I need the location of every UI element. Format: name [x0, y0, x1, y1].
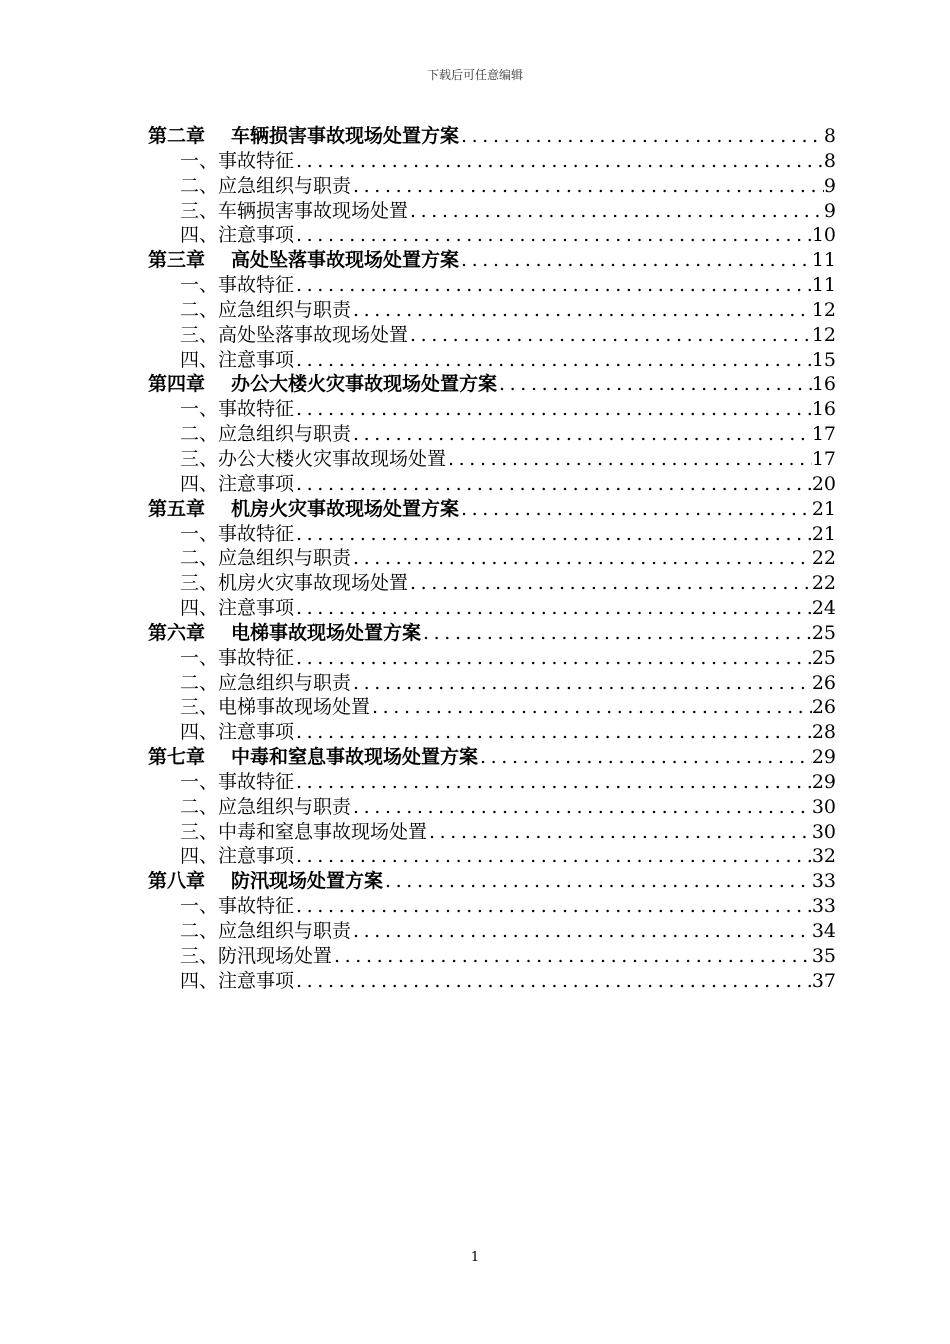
toc-section-entry[interactable]	[148, 795, 836, 820]
section-title: 应急组织与职责	[218, 547, 352, 570]
toc-chapter-entry[interactable]	[148, 745, 836, 770]
dot-leader	[408, 199, 824, 224]
table-of-contents	[148, 124, 836, 994]
dot-leader	[421, 621, 812, 646]
toc-section-entry[interactable]	[148, 770, 836, 795]
toc-page-number: 30	[811, 820, 836, 843]
toc-page-number: 35	[811, 944, 836, 967]
section-title: 注意事项	[218, 969, 295, 992]
section-title: 车辆损害事故现场处置	[218, 199, 409, 222]
toc-page-number: 25	[811, 646, 836, 669]
toc-section-entry[interactable]	[148, 522, 836, 547]
section-number: 二、	[180, 423, 219, 446]
toc-page-number: 21	[811, 497, 836, 520]
section-title: 注意事项	[218, 845, 295, 868]
section-title: 注意事项	[218, 597, 295, 620]
section-title: 办公大楼火灾事故现场处置	[218, 447, 447, 470]
section-number: 四、	[180, 224, 219, 247]
dot-leader	[294, 720, 812, 745]
section-title: 注意事项	[218, 348, 295, 371]
section-title: 事故特征	[218, 895, 295, 918]
toc-page-number: 33	[811, 870, 836, 893]
section-number: 二、	[180, 671, 219, 694]
section-number: 三、	[180, 199, 219, 222]
toc-section-entry[interactable]	[148, 844, 836, 869]
chapter-title: 中毒和窒息事故现场处置方案	[231, 746, 479, 769]
page-number: 1	[470, 1250, 480, 1265]
toc-section-entry[interactable]	[148, 422, 836, 447]
section-number: 三、	[180, 696, 219, 719]
section-number: 四、	[180, 472, 219, 495]
section-number: 三、	[180, 572, 219, 595]
toc-section-entry[interactable]	[148, 919, 836, 944]
toc-page-number: 16	[811, 373, 836, 396]
toc-page-number: 9	[823, 174, 836, 197]
section-number: 一、	[180, 646, 219, 669]
section-title: 应急组织与职责	[218, 298, 352, 321]
dot-leader	[351, 174, 824, 199]
dot-leader	[294, 844, 812, 869]
toc-page-number: 11	[811, 274, 836, 297]
section-title: 机房火灾事故现场处置	[218, 572, 409, 595]
toc-page-number: 37	[811, 969, 836, 992]
section-title: 应急组织与职责	[218, 795, 352, 818]
chapter-number: 第五章	[148, 497, 206, 520]
section-title: 注意事项	[218, 224, 295, 247]
section-title: 应急组织与职责	[218, 174, 352, 197]
dot-leader	[294, 522, 812, 547]
toc-section-entry[interactable]	[148, 646, 836, 671]
dot-leader	[332, 944, 812, 969]
section-number: 四、	[180, 597, 219, 620]
section-number: 二、	[180, 795, 219, 818]
section-number: 二、	[180, 920, 219, 942]
toc-section-entry[interactable]	[148, 149, 836, 174]
section-number: 三、	[180, 820, 219, 843]
section-number: 三、	[180, 944, 219, 967]
dot-leader	[478, 745, 812, 770]
toc-page-number: 34	[811, 920, 836, 942]
dot-leader	[294, 596, 812, 621]
toc-chapter-entry[interactable]	[148, 869, 836, 894]
dot-leader	[459, 124, 824, 149]
section-title: 电梯事故现场处置	[218, 696, 371, 719]
chapter-number: 第四章	[148, 373, 206, 396]
dot-leader	[459, 497, 812, 522]
section-title: 应急组织与职责	[218, 671, 352, 694]
section-title: 事故特征	[218, 646, 295, 669]
chapter-number: 第三章	[148, 249, 206, 272]
dot-leader	[446, 447, 812, 472]
toc-page-number: 17	[811, 447, 836, 470]
dot-leader	[351, 422, 812, 447]
section-number: 一、	[180, 770, 219, 793]
toc-page-number: 8	[823, 149, 836, 172]
toc-section-entry[interactable]	[148, 571, 836, 596]
toc-section-entry[interactable]	[148, 894, 836, 919]
toc-section-entry[interactable]	[148, 671, 836, 696]
toc-chapter-entry[interactable]	[148, 621, 836, 646]
section-title: 防汛现场处置	[218, 944, 333, 967]
toc-page-number: 29	[811, 770, 836, 793]
section-number: 四、	[180, 969, 219, 992]
toc-section-entry[interactable]	[148, 969, 836, 994]
dot-leader	[497, 372, 812, 397]
toc-section-entry[interactable]	[148, 472, 836, 497]
section-title: 事故特征	[218, 149, 295, 172]
section-number: 一、	[180, 522, 219, 545]
toc-page-number: 15	[811, 348, 836, 371]
toc-page-number: 12	[811, 298, 836, 321]
chapter-title: 防汛现场处置方案	[231, 870, 384, 893]
section-number: 四、	[180, 348, 219, 371]
section-number: 一、	[180, 398, 219, 421]
section-title: 注意事项	[218, 472, 295, 495]
section-number: 四、	[180, 845, 219, 868]
chapter-title: 电梯事故现场处置方案	[231, 621, 422, 644]
section-number: 一、	[180, 149, 219, 172]
section-number: 三、	[180, 323, 219, 346]
chapter-title: 办公大楼火灾事故现场处置方案	[231, 373, 498, 396]
section-title: 中毒和窒息事故现场处置	[218, 820, 428, 843]
toc-page-number: 11	[811, 249, 836, 272]
dot-leader	[427, 820, 812, 845]
toc-section-entry[interactable]	[148, 596, 836, 621]
dot-leader	[294, 223, 812, 248]
toc-page-number: 20	[811, 472, 836, 495]
dot-leader	[370, 695, 812, 720]
section-number: 一、	[180, 895, 219, 918]
dot-leader	[351, 298, 812, 323]
toc-page-number: 30	[811, 795, 836, 818]
toc-page-number: 26	[811, 671, 836, 694]
toc-chapter-entry[interactable]	[148, 124, 836, 149]
dot-leader	[294, 273, 812, 298]
toc-page-number: 24	[811, 597, 836, 620]
dot-leader	[294, 770, 812, 795]
toc-page-number: 12	[811, 323, 836, 346]
dot-leader	[383, 869, 812, 894]
section-number: 一、	[180, 274, 219, 297]
toc-section-entry[interactable]	[148, 348, 836, 373]
toc-page-number: 22	[811, 572, 836, 595]
dot-leader	[294, 397, 812, 422]
toc-page-number: 28	[811, 721, 836, 744]
dot-leader	[351, 546, 812, 571]
toc-section-entry[interactable]	[148, 720, 836, 745]
toc-page-number: 32	[811, 845, 836, 868]
dot-leader	[294, 348, 812, 373]
chapter-title: 高处坠落事故现场处置方案	[231, 249, 460, 272]
chapter-number: 第六章	[148, 621, 206, 644]
dot-leader	[408, 323, 812, 348]
toc-section-entry[interactable]	[148, 447, 836, 472]
dot-leader	[459, 248, 812, 273]
toc-section-entry[interactable]	[148, 820, 836, 845]
toc-page-number: 25	[811, 621, 836, 644]
toc-page-number: 17	[811, 423, 836, 446]
dot-leader	[351, 671, 812, 696]
toc-page-number: 26	[811, 696, 836, 719]
chapter-number: 第二章	[148, 125, 206, 147]
section-title: 应急组织与职责	[218, 423, 352, 446]
toc-section-entry[interactable]	[148, 546, 836, 571]
dot-leader	[351, 919, 812, 944]
toc-page-number: 8	[823, 125, 836, 147]
toc-section-entry[interactable]	[148, 944, 836, 969]
chapter-title: 机房火灾事故现场处置方案	[231, 497, 460, 520]
toc-section-entry[interactable]	[148, 273, 836, 298]
dot-leader	[408, 571, 812, 596]
section-title: 注意事项	[218, 721, 295, 744]
toc-page-number: 16	[811, 398, 836, 421]
section-title: 高处坠落事故现场处置	[218, 323, 409, 346]
section-title: 应急组织与职责	[218, 920, 352, 942]
toc-page-number: 33	[811, 895, 836, 918]
dot-leader	[294, 894, 812, 919]
section-number: 二、	[180, 174, 219, 197]
section-number: 二、	[180, 547, 219, 570]
toc-section-entry[interactable]	[148, 695, 836, 720]
section-title: 事故特征	[218, 398, 295, 421]
dot-leader	[294, 969, 812, 994]
toc-section-entry[interactable]	[148, 397, 836, 422]
toc-section-entry[interactable]	[148, 174, 836, 199]
toc-page-number: 9	[823, 199, 836, 222]
toc-section-entry[interactable]	[148, 298, 836, 323]
section-number: 三、	[180, 447, 219, 470]
toc-section-entry[interactable]	[148, 223, 836, 248]
section-number: 四、	[180, 721, 219, 744]
chapter-title: 车辆损害事故现场处置方案	[231, 125, 460, 147]
chapter-number: 第七章	[148, 746, 206, 769]
dot-leader	[294, 149, 824, 174]
section-title: 事故特征	[218, 522, 295, 545]
toc-page-number: 29	[811, 746, 836, 769]
toc-page-number: 10	[811, 224, 836, 247]
section-title: 事故特征	[218, 274, 295, 297]
toc-chapter-entry[interactable]	[148, 248, 836, 273]
toc-chapter-entry[interactable]	[148, 372, 836, 397]
header-note: 下载后可任意编辑	[426, 68, 523, 82]
section-number: 二、	[180, 298, 219, 321]
section-title: 事故特征	[218, 770, 295, 793]
toc-section-entry[interactable]	[148, 323, 836, 348]
dot-leader	[294, 472, 812, 497]
toc-chapter-entry[interactable]	[148, 497, 836, 522]
toc-section-entry[interactable]	[148, 199, 836, 224]
chapter-number: 第八章	[148, 870, 206, 893]
dot-leader	[351, 795, 812, 820]
dot-leader	[294, 646, 812, 671]
toc-page-number: 21	[811, 522, 836, 545]
toc-page-number: 22	[811, 547, 836, 570]
